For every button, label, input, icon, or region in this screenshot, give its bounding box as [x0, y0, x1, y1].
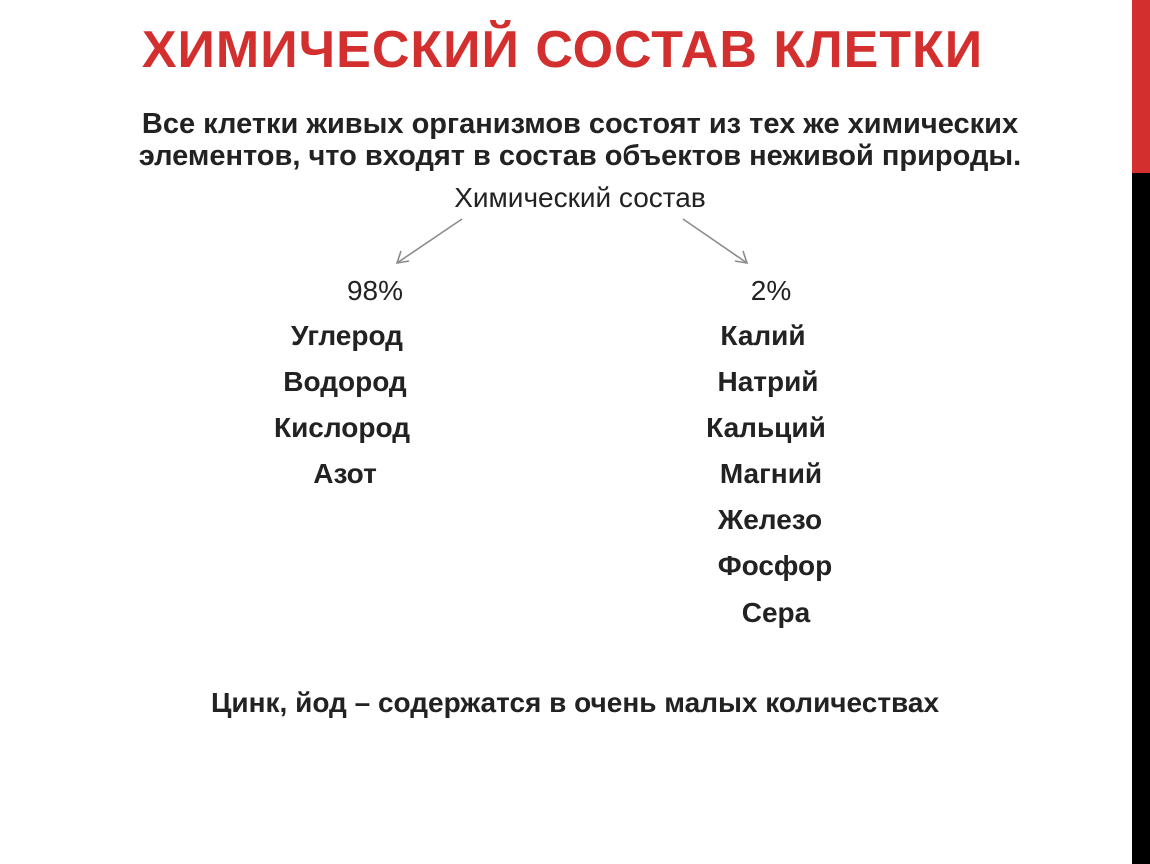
left-item-oxygen: Кислород [273, 412, 410, 443]
footer-note: Цинк, йод – содержатся в очень малых количествах [210, 687, 940, 718]
right-item-iron: Железо [717, 504, 823, 535]
left-item-nitrogen: Азот [313, 458, 377, 489]
right-percent: 2% [750, 275, 792, 306]
right-item-magnesium: Магний [719, 458, 823, 489]
composition-label: Химический состав [454, 182, 706, 213]
right-item-sodium: Натрий [717, 366, 819, 397]
intro-line-1: Все клетки живых организмов состоят из тех же химических [141, 108, 1019, 140]
intro-line-2: элементов, что входят в состав объектов неживой природы. [138, 140, 1022, 172]
arrow-left [397, 219, 462, 263]
left-percent: 98% [346, 275, 404, 306]
side-accent-bar-black [1132, 173, 1150, 864]
side-accent-bar-red [1132, 0, 1150, 173]
right-item-potassium: Калий [720, 320, 806, 351]
left-item-hydrogen: Водород [283, 366, 407, 397]
left-item-carbon: Углерод [291, 320, 403, 351]
intro-text [60, 108, 1100, 172]
right-item-calcium: Кальций [706, 412, 826, 443]
right-item-sulfur: Сера [741, 597, 811, 628]
slide-title: ХИМИЧЕСКИЙ СОСТАВ КЛЕТКИ [141, 21, 984, 79]
right-item-phosphorus: Фосфор [717, 550, 833, 581]
arrow-right [683, 219, 747, 263]
